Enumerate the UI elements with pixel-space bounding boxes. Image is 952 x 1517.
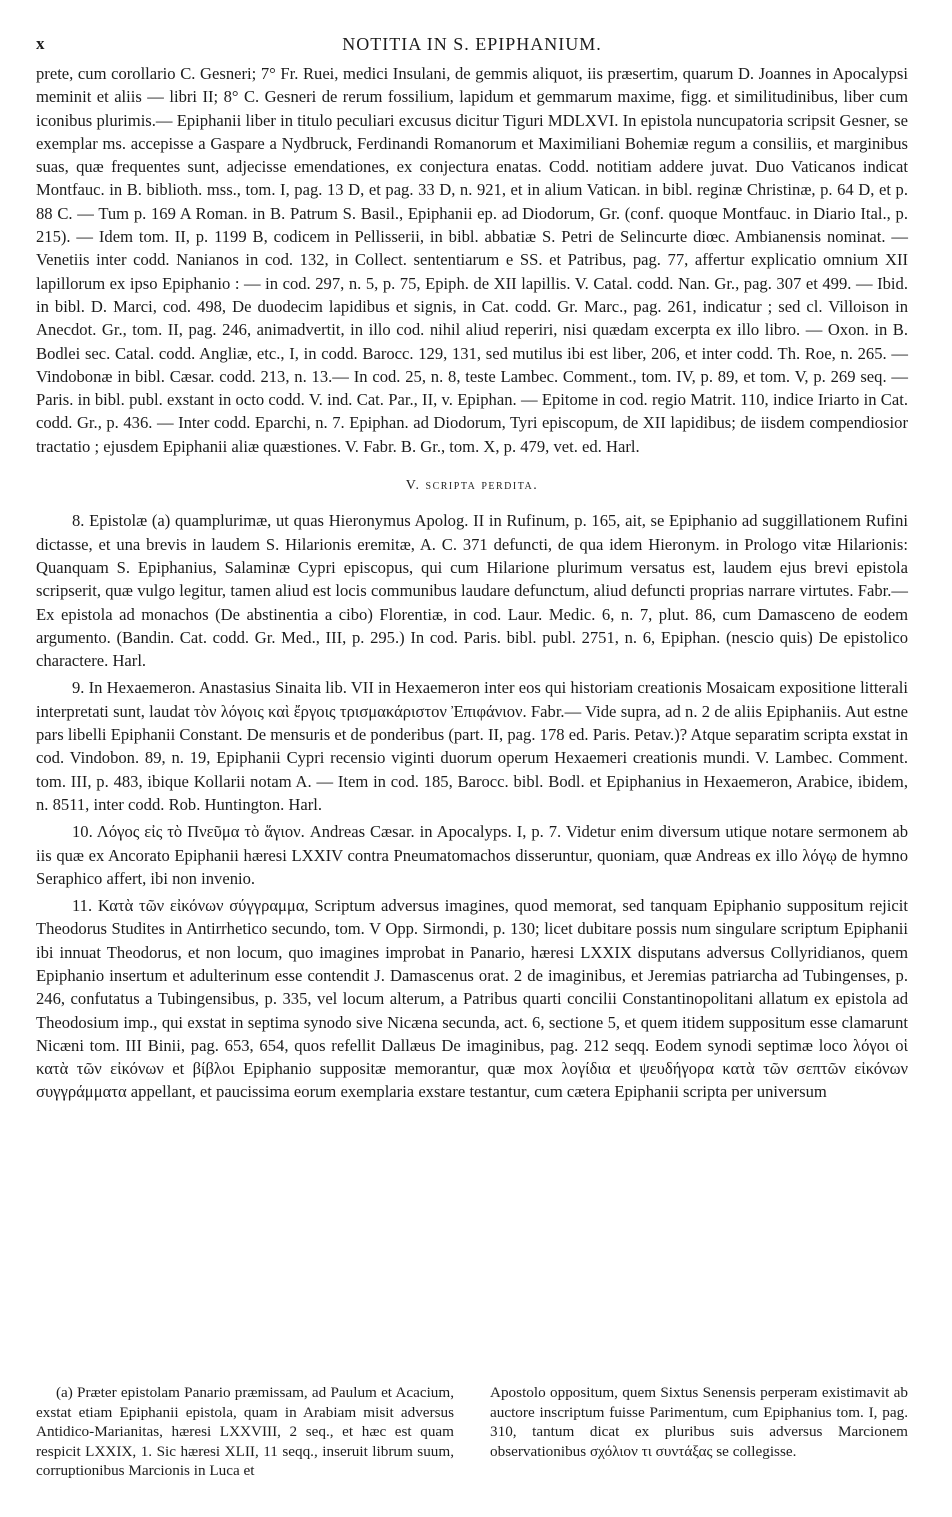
- running-head: [36, 34, 908, 62]
- body-text: [36, 62, 908, 1104]
- page-number: x: [36, 34, 45, 53]
- continuation-paragraph: prete, cum corollario C. Gesneri; 7° Fr. Ruei, medici Insulani, de gemmis aliquot, iis præsertim, quarum D. Joannes in Apocalypsi meminit et aliis — libri II; 8° C. Gesneri de rerum fossilium, lapidum et gemmarum maxime, figg. et similitudinibus, liber cum iconibus plurimis.— Epiphanii liber in titulo peculiari excusus dicitur Tiguri MDLXVI. In epistola nuncupatoria scripsit Gesner, se exemplar ms. accepisse a Gaspare a Nydbruck, Ferdinandi Romanorum et Maximiliani Bohemiæ regum a consiliis, et marginibus suas, quæ frequentes sunt, adjecisse emendationes, ex conjectura enatas. Codd. notitiam addere juvat. Duo Vaticanos indicat Montfauc. in B. biblioth. mss., tom. I, pag. 13 D, et pag. 33 D, n. 921, et in alium Vatican. in bibl. reginæ Christinæ, p. 64 D, et p. 88 C. — Tum p. 169 A Roman. in B. Patrum S. Basil., Epiphanii ep. ad Diodorum, Gr. (conf. quoque Montfauc. in Diario Ital., p. 215). — Idem tom. II, p. 1199 B, codicem in Pellisserii, in bibl. abbatiæ S. Petri de Selincurte diœc. Ambianensis nominat. — Venetiis inter codd. Nanianos in cod. 132, in Collect. sententiarum e SS. et Patribus, pag. 77, affertur explicatio omnium XII lapillorum ex ipso Epiphanio : — in cod. 297, n. 5, p. 75, Epiph. de XII lapillis. V. Catal. codd. Nan. Gr., pag. 307 et 499. — Ibid. in bibl. D. Marci, cod. 498, De duodecim lapidibus et signis, in Cat. codd. Gr. Marc., pag. 261, indicatur ; sed cl. Villoison in Anecdot. Gr., tom. II, pag. 246, animadvertit, in illo cod. nihil aliud reperiri, nisi quædam excerpta ex illo libro. — Oxon. in B. Bodlei sec. Catal. codd. Angliæ, etc., I, in codd. Barocc. 129, 131, sed mutilus ibi est liber, 206, et inter codd. Th. Roe, n. 265. — Vindobonæ in bibl. Cæsar. codd. 213, n. 13.— In cod. 25, n. 8, teste Lambec. Comment., tom. IV, p. 89, et tom. V, p. 269 seq. — Paris. in bibl. publ. exstant in octo codd. V. ind. Cat. Par., II, v. Epiphan. — Epitome in cod. regio Matrit. 110, indice Iriarto in Cat. codd. Gr., p. 436. — Inter codd. Eparchi, n. 7. Epiphan. ad Diodorum, Tyri episcopum, de XII lapidibus; de iisdem compendiosior tractatio ; ejusdem Epiphanii aliæ quæstiones. V. Fabr. B. Gr., tom. X, p. 479, vet. ed. Harl.: [36, 64, 908, 456]
- footnotes: [36, 1383, 908, 1481]
- paragraph-10-logos: 10. Λόγος εἰς τὸ Πνεῦμα τὸ ἅγιον. Andreas Cæsar. in Apocalyps. I, p. 7. Videtur enim diversum utique notare sermonem ab iis quæ ex Ancorato Epiphanii hæresi LXXIV contra Pneumatomachos disseruntur, quoniam, quæ Andreas ex illo λόγῳ de hymno Seraphico affert, ibi non invenio.: [36, 822, 908, 888]
- footnote-left-column: (a) Præter epistolam Panario præmissam, ad Paulum et Acacium, exstat etiam Epiphanii epistola, quam in Arabiam misit adversus Antidico-Marianitas, hæresi LXXVIII, 2 seq., et hæc est quam respicit LXXIX, 1. Sic hæresi XLII, 11 seqq., inseruit librum suum, corruptionibus Marcionis in Luca et: [36, 1384, 454, 1480]
- paragraph-8-epistolae: 8. Epistolæ (a) quamplurimæ, ut quas Hieronymus Apolog. II in Rufinum, p. 165, ait, se Epiphanio ad suggillationem Rufini dictasse, et una brevis in laudem S. Hilarionis eremitæ, A. C. 371 defuncti, de qua idem Hieronym. in Prologo vitæ Hilarionis: Quanquam S. Epiphanius, Salaminæ Cypri episcopus, qui cum Hilarione plurimum versatus est, laudem ejus brevi epistola scripserit, quæ vulgo legitur, tamen aliud est locis communibus laudare defunctum, aliud defuncti proprias narrare virtutes. Fabr.—Ex epistola ad monachos (De abstinentia a cibo) Florentiæ, in cod. Laur. Medic. 6, n. 7, plut. 86, cum Damasceno de eodem argumento. (Bandin. Cat. codd. Gr. Med., III, p. 295.) In cod. Paris. bibl. publ. 2751, n. 6, Epiphan. (nescio quis) De epistolico charactere. Harl.: [36, 511, 908, 671]
- section-heading: V. scripta perdita.: [405, 478, 539, 494]
- running-title: NOTITIA IN S. EPIPHANIUM.: [342, 34, 602, 54]
- footnote-right-column: Apostolo oppositum, quem Sixtus Senensis perperam existimavit ab auctore inscriptum fuisse Parimentum, cum Epiphanius tom. I, pag. 310, tantum dicat ex pluribus suis adversus Marcionem observationibus σχόλιον τι συντάξας se collegisse.: [490, 1384, 908, 1460]
- paragraph-11-kata-ton-eikonon: 11. Κατὰ τῶν εἰκόνων σύγγραμμα, Scriptum adversus imagines, quod memorat, sed tanquam Epiphanio suppositum rejicit Theodorus Studites in Antirrhetico secundo, tom. V Opp. Sirmondi, p. 130; licet dubitare possis num singulare scriptum Epiphanii ibi innuat Theodorus, et non locum, quo imagines improbat in Panario, hæresi LXXIX disputans adversus Collyridianos, quem Epiphanio insertum et adulterinum esse contendit J. Damascenus orat. 2 de imaginibus, et Jeremias patriarcha ad Tubingenses, p. 246, confutatus a Tubingensibus, p. 335, vel locum alterum, a Patribus quarti concilii Constantinopolitani allatum ex epistola ad Theodosium imp., qui exstat in septima synodo sive Nicæna secunda, act. 6, sectione 5, et quem itidem suppositum esse clamarunt Nicæni tom. III Binii, pag. 653, 654, quos refellit Dallæus De imaginibus, pag. 212 seqq. Eodem synodi septimæ loco λόγοι οἱ κατὰ τῶν εἰκόνων et βίβλοι Epiphanio suppositæ memorantur, quæ mox λογίδια et ψευδήγορα κατὰ τῶν σεπτῶν εἰκόνων συγγράμματα appellant, et paucissima eorum exemplaria exstare testantur, cum cætera Epiphanii scripta per universum: [36, 896, 908, 1102]
- paragraph-9-hexaemeron: 9. In Hexaemeron. Anastasius Sinaita lib. VII in Hexaemeron inter eos qui historiam creationis Mosaicam expositione litterali interpretati sunt, laudat τὸν λόγοις καὶ ἔργοις τρισμακάριστον Ἐπιφάνιον. Fabr.— Vide supra, ad n. 2 de aliis Epiphaniis. Aut estne pars libelli Epiphanii Constant. De mensuris et de ponderibus (part. II, pag. 178 ed. Paris. Petav.)? Atque separatim scripta exstat in cod. Vindobon. 89, n. 19, Epiphanii Cypri recensio viginti duorum operum Hexaemeri creationis mundi. V. Lambec. Comment. tom. III, p. 483, ibique Kollarii notam A. — Item in cod. 185, Barocc. bibl. Bodl. et Epiphanius in Hexaemeron, Arabice, ibidem, n. 8511, inter codd. Rob. Huntington. Harl.: [36, 678, 908, 814]
- page: [36, 34, 908, 1104]
